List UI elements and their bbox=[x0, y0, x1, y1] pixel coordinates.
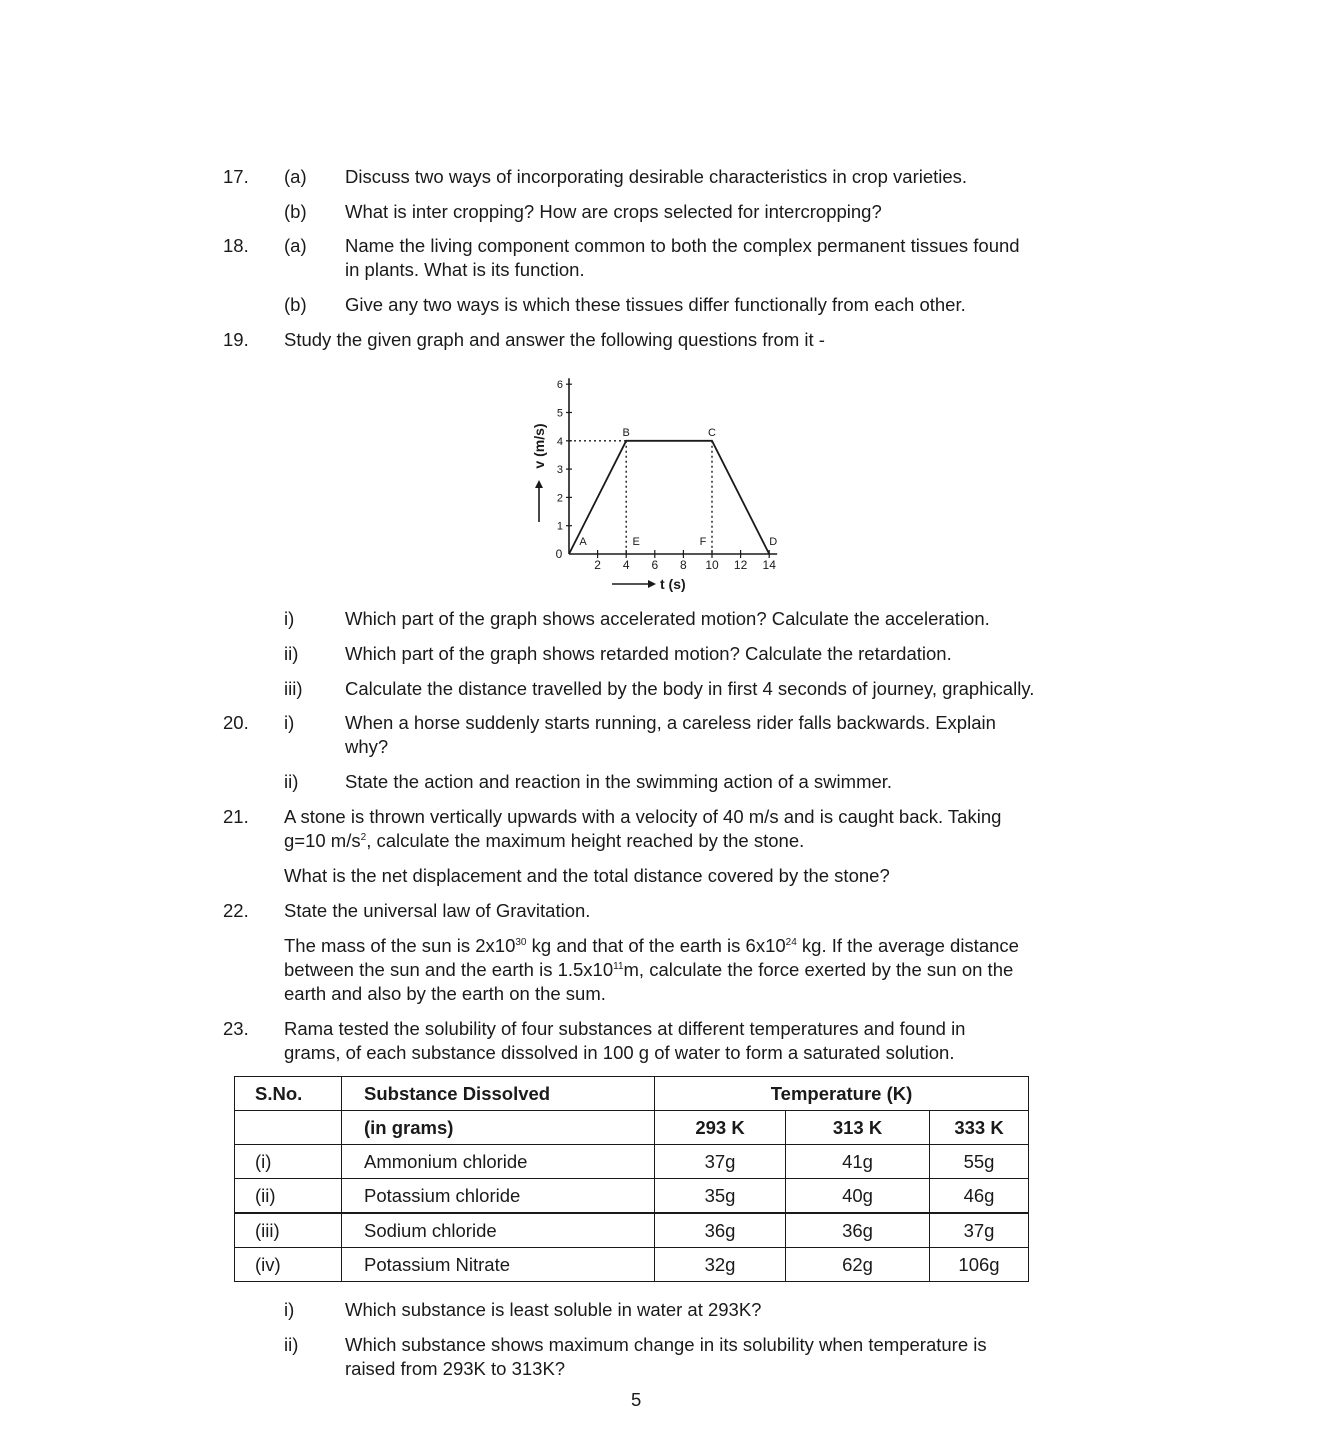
solubility-table bbox=[234, 1076, 1029, 1282]
cell-substance: Potassium Nitrate bbox=[342, 1248, 655, 1282]
cell-sno: (iii) bbox=[235, 1213, 342, 1248]
cell-293k: 37g bbox=[655, 1145, 786, 1179]
cell-substance: Sodium chloride bbox=[342, 1213, 655, 1248]
cell-substance: Potassium chloride bbox=[342, 1179, 655, 1214]
x-tick-label: 8 bbox=[680, 558, 687, 572]
q17-a-label: (a) bbox=[284, 166, 307, 187]
point-label-c: C bbox=[708, 426, 716, 439]
cell-sno: (iv) bbox=[235, 1248, 342, 1282]
y-tick-label: 2 bbox=[556, 492, 563, 505]
q18-b-text: Give any two ways is which these tissues differ functionally from each other. bbox=[345, 294, 966, 315]
q23-ii-text-line2: raised from 293K to 313K? bbox=[345, 1358, 566, 1379]
q23-line1: Rama tested the solubility of four substances at different temperatures and found in bbox=[284, 1018, 966, 1039]
header-sno-blank bbox=[235, 1111, 342, 1145]
header-293k: 293 K bbox=[655, 1111, 786, 1145]
x-axis-label: t (s) bbox=[660, 576, 686, 592]
q21-line1: A stone is thrown vertically upwards with a velocity of 40 m/s and is caught back. Taking bbox=[284, 806, 1002, 827]
header-substance-unit: (in grams) bbox=[342, 1111, 655, 1145]
q19-number: 19. bbox=[223, 329, 249, 350]
point-label-a: A bbox=[579, 536, 587, 548]
cell-333k: 46g bbox=[930, 1179, 1029, 1214]
q17-a-text: Discuss two ways of incorporating desirable characteristics in crop varieties. bbox=[345, 166, 968, 187]
q18-b-label: (b) bbox=[284, 294, 307, 315]
q20-ii-text: State the action and reaction in the swimming action of a swimmer. bbox=[345, 771, 893, 792]
header-substance: Substance Dissolved bbox=[342, 1077, 655, 1111]
q17-number: 17. bbox=[223, 166, 249, 187]
q23-ii-label: ii) bbox=[284, 1334, 299, 1355]
header-333k: 333 K bbox=[930, 1111, 1029, 1145]
q22-line1: State the universal law of Gravitation. bbox=[284, 900, 591, 921]
y-tick-label: 4 bbox=[556, 435, 563, 448]
table-header-row bbox=[235, 1077, 1029, 1111]
q23-number: 23. bbox=[223, 1018, 249, 1039]
header-313k: 313 K bbox=[786, 1111, 930, 1145]
velocity-series-line bbox=[569, 441, 769, 554]
q22-number: 22. bbox=[223, 900, 249, 921]
y-tick-label: 3 bbox=[556, 464, 563, 477]
graph-labels bbox=[531, 379, 777, 592]
q18-a-text-line2: in plants. What is its function. bbox=[345, 259, 585, 280]
q19-i-text: Which part of the graph shows accelerated motion? Calculate the acceleration. bbox=[345, 608, 990, 629]
point-label-f: F bbox=[699, 536, 707, 548]
q19-iii-label: iii) bbox=[284, 678, 303, 699]
cell-substance: Ammonium chloride bbox=[342, 1145, 655, 1179]
q20-i-text-line1: When a horse suddenly starts running, a careless rider falls backwards. Explain bbox=[345, 712, 996, 733]
cell-293k: 32g bbox=[655, 1248, 786, 1282]
x-tick-label: 12 bbox=[733, 558, 748, 572]
q18-a-label: (a) bbox=[284, 235, 307, 256]
q17-b-text: What is inter cropping? How are crops selected for intercropping? bbox=[345, 201, 882, 222]
q19-intro: Study the given graph and answer the following questions from it - bbox=[284, 329, 825, 350]
cell-313k: 41g bbox=[786, 1145, 930, 1179]
cell-sno: (ii) bbox=[235, 1179, 342, 1214]
x-tick-label: 4 bbox=[622, 558, 630, 572]
y-tick-label: 6 bbox=[556, 379, 563, 392]
q19-ii-text: Which part of the graph shows retarded motion? Calculate the retardation. bbox=[345, 643, 952, 664]
header-temperature: Temperature (K) bbox=[655, 1077, 1029, 1111]
q18-number: 18. bbox=[223, 235, 249, 256]
y-tick-label: 5 bbox=[556, 407, 563, 420]
q22-line3: between the sun and the earth is $1.5x10^{11}m$, calculate the force exerted by the sun on the bbox=[284, 959, 1014, 980]
table-subheader-row bbox=[235, 1111, 1029, 1145]
q19-i-label: i) bbox=[284, 608, 295, 629]
cell-sno: (i) bbox=[235, 1145, 342, 1179]
x-label-arrow-head bbox=[648, 580, 656, 588]
table-row bbox=[235, 1179, 1029, 1214]
table-row bbox=[235, 1248, 1029, 1282]
cell-313k: 62g bbox=[786, 1248, 930, 1282]
table-row bbox=[235, 1213, 1029, 1248]
q23-i-text: Which substance is least soluble in water at 293K? bbox=[345, 1299, 762, 1320]
q18-a-text-line1: Name the living component common to both the complex permanent tissues found bbox=[345, 235, 1020, 256]
y-tick-label: 1 bbox=[556, 520, 563, 533]
q21-number: 21. bbox=[223, 806, 249, 827]
point-label-d: D bbox=[769, 536, 778, 548]
q19-ii-label: ii) bbox=[284, 643, 299, 664]
cell-333k: 55g bbox=[930, 1145, 1029, 1179]
cell-293k: 36g bbox=[655, 1213, 786, 1248]
graph-guides bbox=[569, 441, 712, 554]
cell-293k: 35g bbox=[655, 1179, 786, 1214]
x-tick-label: 6 bbox=[651, 558, 659, 572]
cell-313k: 40g bbox=[786, 1179, 930, 1214]
header-sno: S.No. bbox=[235, 1077, 342, 1111]
point-label-e: E bbox=[632, 536, 640, 548]
point-label-b: B bbox=[622, 426, 630, 439]
y-label-arrow-head bbox=[535, 480, 543, 488]
x-tick-label: 10 bbox=[705, 558, 719, 572]
page-number: 5 bbox=[631, 1389, 642, 1410]
x-tick-label: 14 bbox=[762, 558, 776, 572]
q22-line2: The mass of the sun is $2x10^{30}$ kg and that of the earth is $6x10^{24}$ kg. If the average distance bbox=[284, 935, 1019, 956]
q17-b-label: (b) bbox=[284, 201, 307, 222]
cell-333k: 37g bbox=[930, 1213, 1029, 1248]
cell-313k: 36g bbox=[786, 1213, 930, 1248]
q21-line2: g=10 $m/s^2$, calculate the maximum height reached by the stone. bbox=[284, 830, 805, 851]
velocity-time-graph bbox=[520, 372, 790, 600]
q20-i-text-line2: why? bbox=[345, 736, 389, 757]
table-row bbox=[235, 1145, 1029, 1179]
cell-333k: 106g bbox=[930, 1248, 1029, 1282]
y-axis-label: v (m/s) bbox=[531, 423, 547, 469]
origin-label: 0 bbox=[555, 547, 563, 561]
q23-ii-text-line1: Which substance shows maximum change in its solubility when temperature is bbox=[345, 1334, 987, 1355]
q19-iii-text: Calculate the distance travelled by the body in first 4 seconds of journey, graphically. bbox=[345, 678, 1035, 699]
q22-line4: earth and also by the earth on the sum. bbox=[284, 983, 606, 1004]
graph-ticks bbox=[566, 384, 769, 558]
q21-line3: What is the net displacement and the total distance covered by the stone? bbox=[284, 865, 890, 886]
q20-i-label: i) bbox=[284, 712, 295, 733]
q20-ii-label: ii) bbox=[284, 771, 299, 792]
q20-number: 20. bbox=[223, 712, 249, 733]
q23-i-label: i) bbox=[284, 1299, 295, 1320]
q23-line2: grams, of each substance dissolved in 100 g of water to form a saturated solution. bbox=[284, 1042, 955, 1063]
x-tick-label: 2 bbox=[594, 558, 601, 572]
